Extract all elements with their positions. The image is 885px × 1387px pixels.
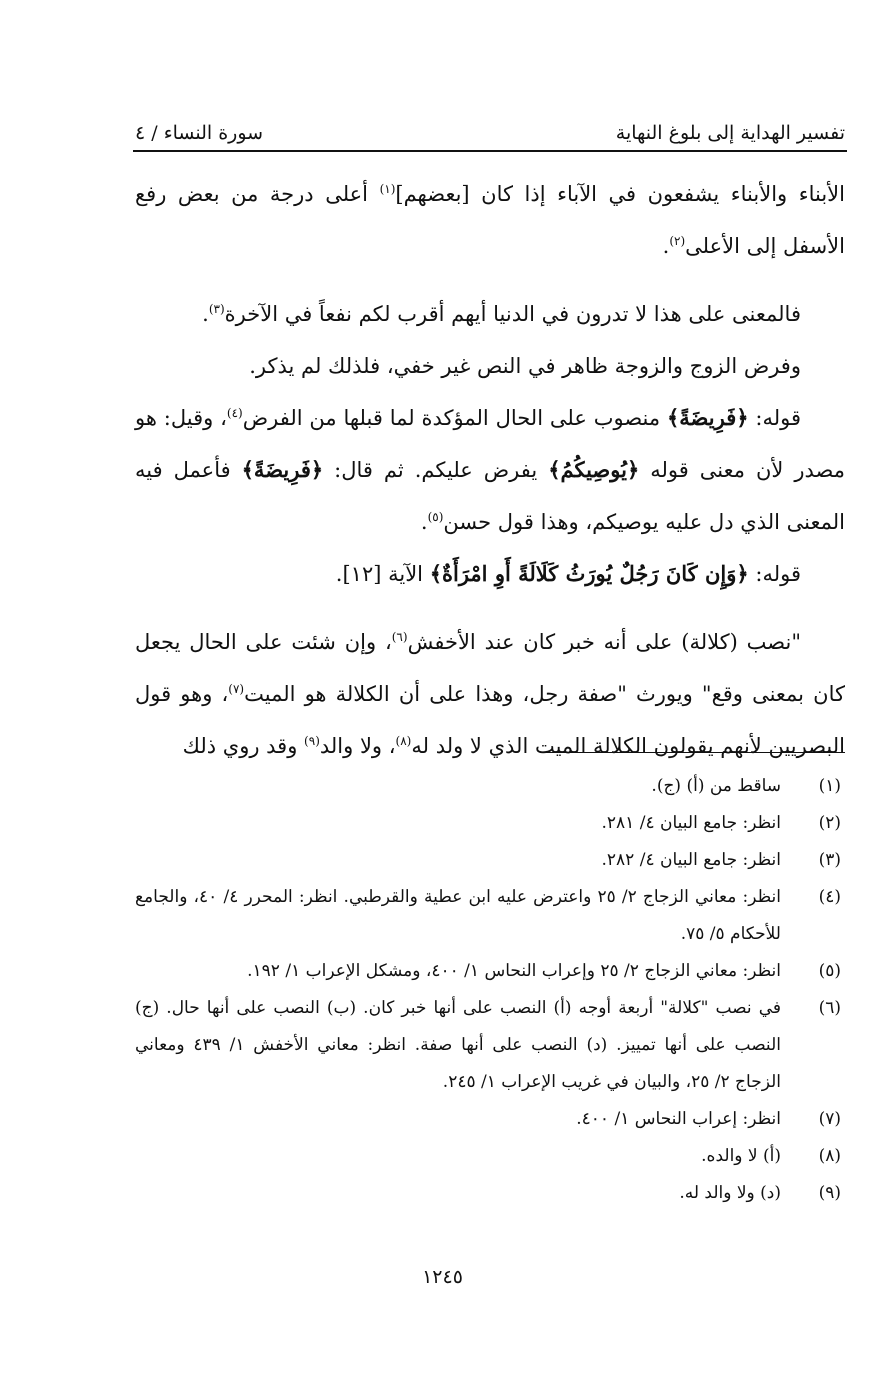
- footnote-ref: (١): [379, 182, 396, 196]
- footnote-ref: (٢): [669, 234, 686, 248]
- footnote-text: (د) ولا والد له.: [679, 1183, 781, 1203]
- footnote-item: [135, 953, 845, 990]
- footnote-text: انظر: جامع البيان ٤/ ٢٨١.: [601, 813, 781, 833]
- paragraph-1: الأبناء والأبناء يشفعون في الآباء إذا كان [بعضهم]$^{(١)}$ أعلى درجة من بعض رفع الأسفل إلى الأعلى$^{(٢)}$.: [135, 182, 845, 258]
- footnote-ref: (٩): [304, 734, 320, 748]
- page-number: ١٢٤٥: [422, 1266, 463, 1288]
- footnote-ref: (٥): [427, 510, 444, 524]
- quran-quote: ﴿وَإِن كَانَ رَجُلٌ يُورَثُ كَلَالَةً أَوِ امْرَأَةٌ﴾: [429, 561, 749, 586]
- footnote-number: (٤): [818, 887, 841, 907]
- footnote-number: (٩): [818, 1183, 841, 1203]
- footnote-text: ساقط من (أ) (ج).: [651, 776, 781, 796]
- footnotes: [135, 768, 845, 1212]
- footnote-rule: [540, 752, 845, 753]
- book-title: تفسير الهداية إلى بلوغ النهاية: [615, 122, 845, 144]
- paragraph-3: وفرض الزوج والزوجة ظاهر في النص غير خفي، فلذلك لم يذكر.: [249, 354, 801, 378]
- paragraph-4: قوله: ﴿فَرِيضَةً﴾ منصوب على الحال المؤكدة لما قبلها من الفرض$^{(٤)}$، وقيل: هو مصدر لأن معنى قوله ﴿يُوصِيكُمُ﴾ يفرض عليكم. ثم قال: ﴿فَرِيضَةً﴾ فأعمل فيه المعنى الذي دل عليه يوصيكم، وهذا قول حسن$^{(٥)}$.: [135, 405, 845, 534]
- footnote-text: في نصب "كلالة" أربعة أوجه (أ) النصب على أنها خبر كان. (ب) النصب على أنها حال. (ج) النصب على أنها تمييز. (د) النصب على أنها صفة. انظر: معاني الأخفش ١/ ٤٣٩ ومعاني الزجاج ٢/ ٢٥، والبيان في غريب الإعراب ١/ ٢٤٥.: [135, 998, 781, 1092]
- footnote-item: [135, 842, 845, 879]
- quran-quote: ﴿فَرِيضَةً﴾: [241, 457, 324, 482]
- quran-quote: ﴿فَرِيضَةً﴾: [666, 405, 749, 430]
- footnote-ref: (٤): [226, 406, 243, 420]
- footnote-number: (٢): [818, 813, 841, 833]
- footnote-text: انظر: معاني الزجاج ٢/ ٢٥ وإعراب النحاس ١/ ٤٠٠، ومشكل الإعراب ١/ ١٩٢.: [247, 961, 781, 981]
- paragraph-6: "نصب (كلالة) على أنه خبر كان عند الأخفش$^{(٦)}$، وإن شئت على الحال يجعل كان بمعنى وقع" ويورث "صفة رجل، وهذا على أن الكلالة هو الميت$^{(٧)}$، وهو قول البصريين لأنهم يقولون الكلالة الميت الذي لا ولد له$^{(٨)}$، ولا والد$^{(٩)}$ وقد روي ذلك: [135, 630, 845, 758]
- paragraph-2: فالمعنى على هذا لا تدرون في الدنيا أيهم أقرب لكم نفعاً في الآخرة$^{(٣)}$.: [202, 302, 801, 326]
- footnote-number: (٦): [818, 998, 841, 1018]
- main-text: [135, 168, 845, 772]
- footnote-item: [135, 879, 845, 953]
- footnote-ref: (٣): [208, 302, 225, 316]
- footnote-item: [135, 768, 845, 805]
- footnote-number: (٨): [818, 1146, 841, 1166]
- footnote-ref: (٦): [391, 630, 408, 644]
- footnote-ref: (٨): [395, 734, 412, 748]
- footnote-number: (٣): [818, 850, 841, 870]
- paragraph-5: قوله: ﴿وَإِن كَانَ رَجُلٌ يُورَثُ كَلَالَةً أَوِ امْرَأَةٌ﴾ الآية [١٢].: [335, 561, 801, 586]
- footnote-item: [135, 805, 845, 842]
- quran-quote: ﴿يُوصِيكُمُ﴾: [548, 457, 640, 482]
- footnote-item: [135, 1175, 845, 1212]
- footnote-number: (١): [818, 776, 841, 796]
- footnote-ref: (٧): [228, 682, 245, 696]
- surah-label: سورة النساء / ٤: [135, 122, 264, 144]
- footnote-item: [135, 990, 845, 1101]
- footnote-item: [135, 1138, 845, 1175]
- footnote-text: (أ) لا والده.: [701, 1146, 781, 1166]
- footnote-number: (٧): [818, 1109, 841, 1129]
- header-rule: [133, 150, 847, 152]
- footnote-text: انظر: جامع البيان ٤/ ٢٨٢.: [601, 850, 781, 870]
- footnote-item: [135, 1101, 845, 1138]
- footnote-text: انظر: إعراب النحاس ١/ ٤٠٠.: [576, 1109, 781, 1129]
- page-header: [135, 108, 845, 144]
- footnote-number: (٥): [818, 961, 841, 981]
- footnote-text: انظر: معاني الزجاج ٢/ ٢٥ واعترض عليه ابن عطية والقرطبي. انظر: المحرر ٤/ ٤٠، والجامع للأحكام ٥/ ٧٥.: [135, 887, 781, 944]
